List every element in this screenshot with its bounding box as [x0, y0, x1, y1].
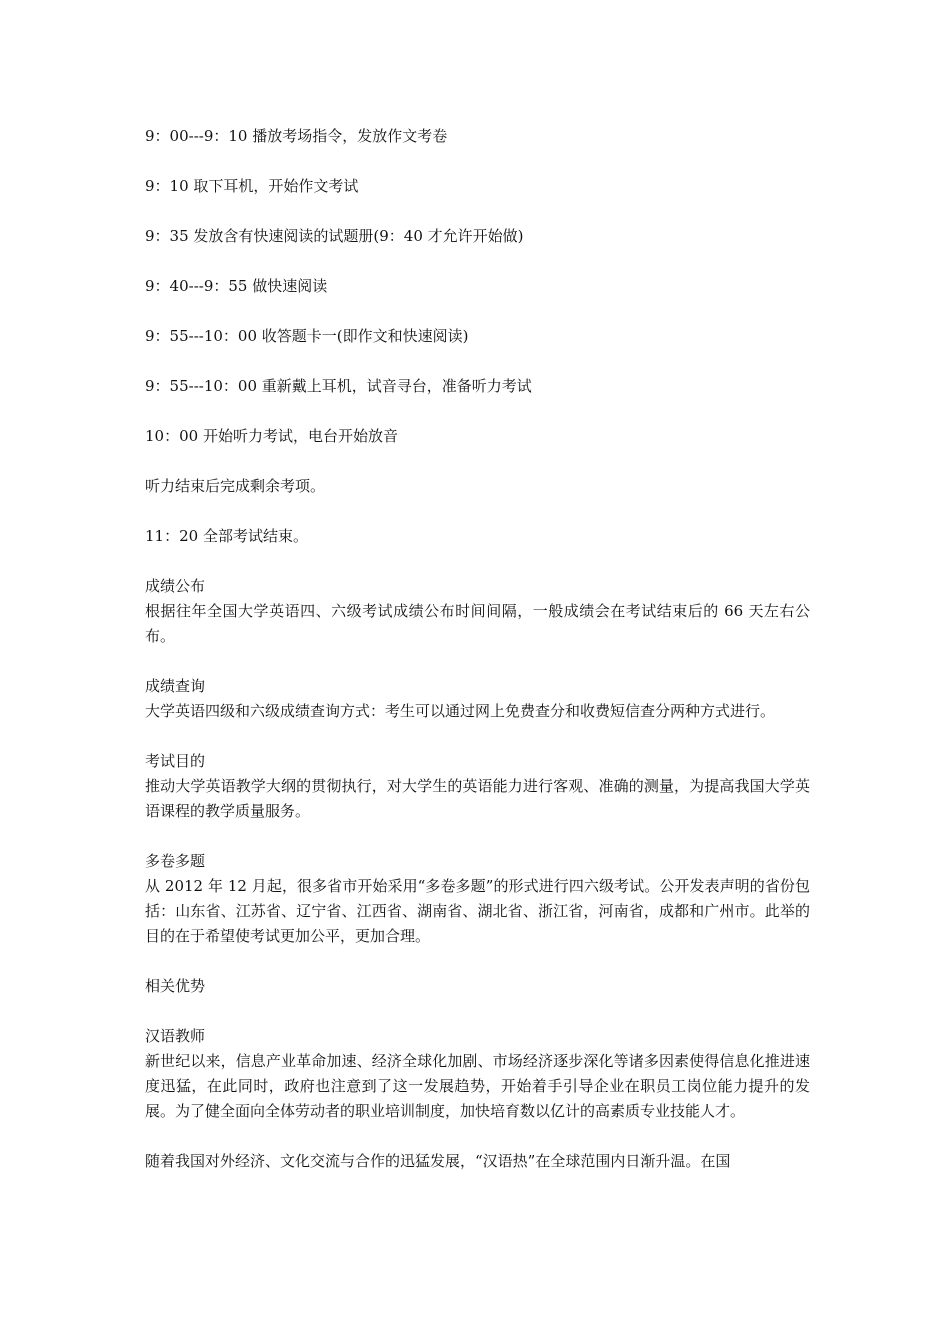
- section-advantages: [145, 974, 810, 999]
- schedule-line: 10：00 开始听力考试，电台开始放音: [145, 427, 398, 445]
- final-paragraph: 随着我国对外经济、文化交流与合作的迅猛发展，“汉语热”在全球范围内日渐升温。在国: [145, 1152, 731, 1170]
- section-score-query: [145, 674, 810, 724]
- document-page: [145, 124, 810, 1199]
- section-heading: 成绩公布: [145, 577, 206, 595]
- schedule-line: 9：55---10：00 重新戴上耳机，试音寻台，准备听力考试: [145, 377, 532, 395]
- exam-schedule: [145, 124, 810, 549]
- section-chinese-teacher: [145, 1024, 810, 1124]
- section-paragraph: 根据往年全国大学英语四、六级考试成绩公布时间间隔，一般成绩会在考试结束后的 66 天左右公布。: [145, 602, 810, 645]
- section-paragraph: 从 2012 年 12 月起，很多省市开始采用“多卷多题”的形式进行四六级考试。公开发表声明的省份包括：山东省、江苏省、辽宁省、江西省、湖南省、湖北省、浙江省，河南省，成都和广州市。此举的目的在于希望使考试更加公平，更加合理。: [145, 877, 810, 945]
- section-heading: 考试目的: [145, 752, 206, 770]
- section-heading: 相关优势: [145, 977, 206, 995]
- section-multi-paper: [145, 849, 810, 949]
- schedule-line: 听力结束后完成剩余考项。: [145, 477, 326, 495]
- section-heading: 成绩查询: [145, 677, 206, 695]
- schedule-line: 9：55---10：00 收答题卡一(即作文和快速阅读): [145, 327, 469, 345]
- section-heading: 汉语教师: [145, 1027, 206, 1045]
- schedule-line: 9：00---9：10 播放考场指令，发放作文考卷: [145, 127, 448, 145]
- schedule-line: 9：35 发放含有快速阅读的试题册(9：40 才允许开始做): [145, 227, 524, 245]
- section-purpose: [145, 749, 810, 824]
- section-score-release: [145, 574, 810, 649]
- schedule-line: 11：20 全部考试结束。: [145, 527, 308, 545]
- section-paragraph: 推动大学英语教学大纲的贯彻执行，对大学生的英语能力进行客观、准确的测量，为提高我国大学英语课程的教学质量服务。: [145, 777, 810, 820]
- section-paragraph: 新世纪以来，信息产业革命加速、经济全球化加剧、市场经济逐步深化等诸多因素使得信息化推进速度迅猛，在此同时，政府也注意到了这一发展趋势，开始着手引导企业在职员工岗位能力提升的发展。为了健全面向全体劳动者的职业培训制度，加快培育数以亿计的高素质专业技能人才。: [145, 1052, 810, 1120]
- schedule-line: 9：10 取下耳机，开始作文考试: [145, 177, 359, 195]
- section-paragraph: 大学英语四级和六级成绩查询方式：考生可以通过网上免费查分和收费短信查分两种方式进行。: [145, 702, 776, 720]
- section-heading: 多卷多题: [145, 852, 206, 870]
- schedule-line: 9：40---9：55 做快速阅读: [145, 277, 328, 295]
